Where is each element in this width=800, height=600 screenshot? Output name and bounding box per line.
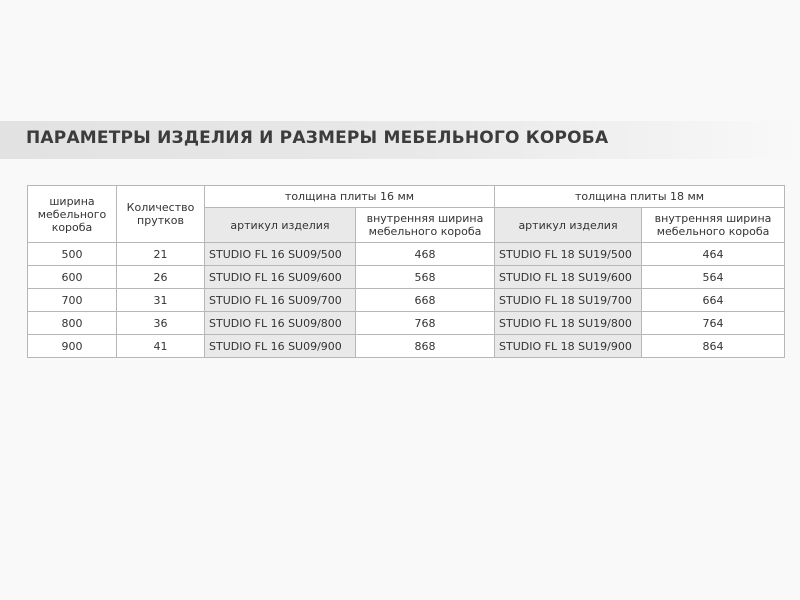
cell-inner-width-16mm: 868 — [356, 335, 495, 358]
header-row-group — [28, 186, 785, 208]
cell-inner-width-16mm: 768 — [356, 312, 495, 335]
table-row — [28, 243, 785, 266]
page-title: ПАРАМЕТРЫ ИЗДЕЛИЯ И РАЗМЕРЫ МЕБЕЛЬНОГО КОРОБА — [26, 128, 609, 148]
cell-count: 31 — [117, 289, 205, 312]
cell-count: 21 — [117, 243, 205, 266]
cell-article-18mm: STUDIO FL 18 SU19/700 — [495, 289, 642, 312]
table-row — [28, 312, 785, 335]
cell-inner-width-18mm: 664 — [642, 289, 785, 312]
header-article-16mm: артикул изделия — [205, 208, 356, 243]
cell-article-16mm: STUDIO FL 16 SU09/500 — [205, 243, 356, 266]
cell-article-18mm: STUDIO FL 18 SU19/600 — [495, 266, 642, 289]
cell-inner-width-18mm: 764 — [642, 312, 785, 335]
cell-count: 41 — [117, 335, 205, 358]
header-inner-width-16mm: внутренняя ширина мебельного короба — [356, 208, 495, 243]
cell-inner-width-16mm: 668 — [356, 289, 495, 312]
table-row — [28, 335, 785, 358]
cell-width: 700 — [28, 289, 117, 312]
cell-inner-width-16mm: 468 — [356, 243, 495, 266]
cell-width: 900 — [28, 335, 117, 358]
parameters-table — [27, 185, 785, 358]
cell-article-16mm: STUDIO FL 16 SU09/900 — [205, 335, 356, 358]
header-group-16mm: толщина плиты 16 мм — [205, 186, 495, 208]
table-row — [28, 289, 785, 312]
table-row — [28, 266, 785, 289]
header-inner-width-18mm: внутренняя ширина мебельного короба — [642, 208, 785, 243]
header-article-18mm: артикул изделия — [495, 208, 642, 243]
cell-width: 500 — [28, 243, 117, 266]
cell-article-16mm: STUDIO FL 16 SU09/700 — [205, 289, 356, 312]
cell-article-16mm: STUDIO FL 16 SU09/600 — [205, 266, 356, 289]
header-cabinet-width: ширина мебельного короба — [28, 186, 117, 243]
cell-inner-width-16mm: 568 — [356, 266, 495, 289]
cell-inner-width-18mm: 564 — [642, 266, 785, 289]
cell-article-18mm: STUDIO FL 18 SU19/500 — [495, 243, 642, 266]
cell-article-16mm: STUDIO FL 16 SU09/800 — [205, 312, 356, 335]
header-rod-count: Количество прутков — [117, 186, 205, 243]
cell-count: 36 — [117, 312, 205, 335]
header-group-18mm: толщина плиты 18 мм — [495, 186, 785, 208]
cell-article-18mm: STUDIO FL 18 SU19/900 — [495, 335, 642, 358]
cell-inner-width-18mm: 464 — [642, 243, 785, 266]
cell-width: 800 — [28, 312, 117, 335]
cell-inner-width-18mm: 864 — [642, 335, 785, 358]
cell-width: 600 — [28, 266, 117, 289]
cell-article-18mm: STUDIO FL 18 SU19/800 — [495, 312, 642, 335]
cell-count: 26 — [117, 266, 205, 289]
